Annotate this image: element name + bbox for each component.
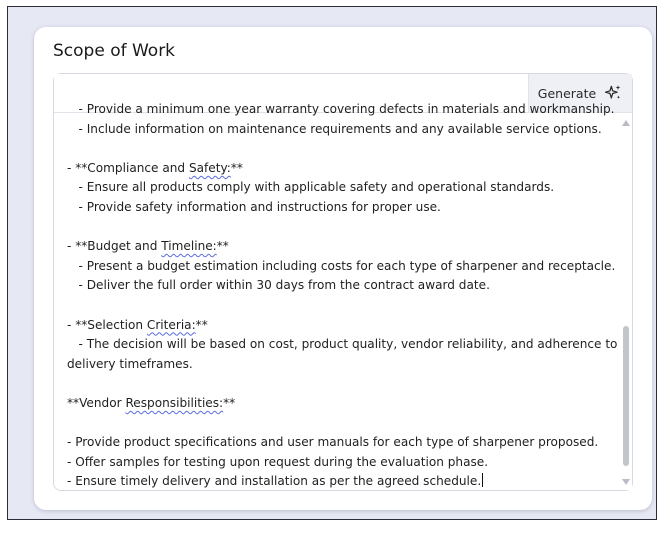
text-line	[67, 414, 614, 434]
text-line: - Include information on maintenance requirements and any available service options.	[67, 121, 602, 136]
scroll-up-arrow-icon[interactable]	[622, 120, 630, 126]
app-frame	[7, 6, 657, 520]
text-line: - Present a budget estimation including costs for each type of sharpener and receptacle.	[67, 258, 616, 273]
text-line: **Vendor Responsibilities:**	[67, 395, 236, 410]
scope-editor[interactable]	[53, 73, 633, 491]
text-line: - Ensure timely delivery and installation as per the agreed schedule.	[67, 474, 482, 489]
scroll-thumb[interactable]	[623, 326, 629, 466]
text-line	[67, 374, 614, 394]
spellcheck-flagged-word: Safety:	[188, 160, 231, 175]
text-line: - Ensure all products comply with applicable safety and operational standards.	[67, 180, 555, 195]
text-line: - **Compliance and Safety:**	[67, 160, 243, 175]
text-line: delivery timeframes.	[67, 356, 193, 371]
spellcheck-flagged-word: Criteria:	[146, 317, 196, 332]
text-line: - **Budget and Timeline:**	[67, 239, 229, 254]
text-caret	[482, 473, 483, 487]
text-line: - Provide product specifications and user manuals for each type of sharpener proposed.	[67, 435, 599, 450]
text-line: - The decision will be based on cost, product quality, vendor reliability, and adherence to	[67, 337, 618, 352]
generate-button-label: Generate	[537, 85, 597, 101]
text-line: - Deliver the full order within 30 days from the contract award date.	[67, 278, 490, 293]
spellcheck-flagged-word: Responsibilities:	[125, 395, 224, 410]
spellcheck-flagged-word: Timeline:	[161, 239, 217, 254]
text-line: - **Selection Criteria:**	[67, 317, 208, 332]
text-line	[67, 296, 614, 316]
text-line: - Provide a minimum one year warranty covering defects in materials and workmanship.	[67, 102, 615, 116]
text-line: - Offer samples for testing upon request during the evaluation phase.	[67, 454, 489, 469]
editor-content[interactable]	[67, 100, 618, 492]
scroll-down-arrow-icon[interactable]	[622, 479, 630, 485]
scope-of-work-card	[34, 27, 652, 510]
text-line	[67, 218, 614, 238]
card-title: Scope of Work	[53, 41, 176, 61]
text-line	[67, 139, 614, 159]
text-line: - Provide safety information and instructions for proper use.	[67, 199, 441, 214]
vertical-scrollbar[interactable]	[620, 113, 632, 490]
editor-text-area[interactable]	[54, 102, 620, 490]
